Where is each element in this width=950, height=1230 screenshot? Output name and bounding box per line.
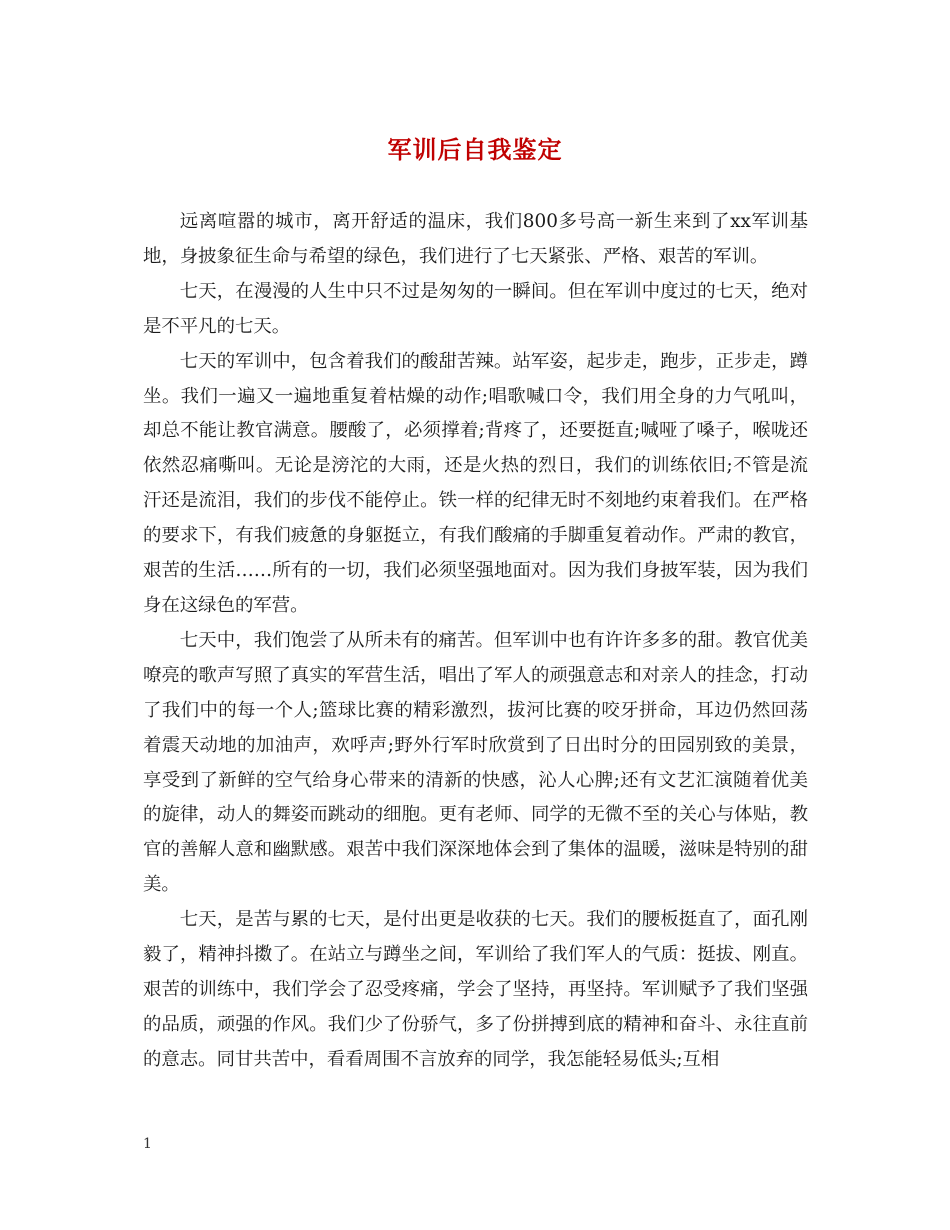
document-title: 军训后自我鉴定 [387, 135, 563, 164]
paragraph-5: 七天，是苦与累的七天，是付出更是收获的七天。我们的腰板挺直了，面孔刚毅了，精神抖擞了。在站立与蹲坐之间，军训给了我们军人的气质：挺拔、刚直。艰苦的训练中，我们学会了忍受疼痛，学会了坚持，再坚持。军训赋予了我们坚强的品质，顽强的作风。我们少了份骄气，多了份拼搏到底的精神和奋斗、永往直前的意志。同甘共苦中，看看周围不言放弃的同学，我怎能轻易低头;互相 [143, 909, 808, 1070]
paragraph-4: 七天中，我们饱尝了从所未有的痛苦。但军训中也有许许多多的甜。教官优美嘹亮的歌声写照了真实的军营生活，唱出了军人的顽强意志和对亲人的挂念，打动了我们中的每一个人;篮球比赛的精彩激烈，拔河比赛的咬牙拼命，耳边仍然回荡着震天动地的加油声，欢呼声;野外行军时欣赏到了日出时分的田园别致的美景，享受到了新鲜的空气给身心带来的清新的快感，沁人心脾;还有文艺汇演随着优美的旋律，动人的舞姿而跳动的细胞。更有老师、同学的无微不至的关心与体贴，教官的善解人意和幽默感。艰苦中我们深深地体会到了集体的温暖，滋味是特别的甜美。 [143, 629, 808, 896]
paragraph-2: 七天，在漫漫的人生中只不过是匆匆的一瞬间。但在军训中度过的七天，绝对是不平凡的七天。 [143, 280, 808, 337]
page-number: 1 [143, 1136, 152, 1152]
paragraph-1: 远离喧嚣的城市，离开舒适的温床，我们800多号高一新生来到了xx军训基地，身披象征生命与希望的绿色，我们进行了七天紧张、严格、艰苦的军训。 [143, 211, 808, 267]
document-body [143, 205, 808, 1078]
paragraph-3: 七天的军训中，包含着我们的酸甜苦辣。站军姿，起步走，跑步，正步走，蹲坐。我们一遍又一遍地重复着枯燥的动作;唱歌喊口令，我们用全身的力气吼叫，却总不能让教官满意。腰酸了，必须撑着;背疼了，还要挺直;喊哑了嗓子，喉咙还依然忍痛嘶叫。无论是滂沱的大雨，还是火热的烈日，我们的训练依旧;不管是流汗还是流泪，我们的步伐不能停止。铁一样的纪律无时不刻地约束着我们。在严格的要求下，有我们疲惫的身躯挺立，有我们酸痛的手脚重复着动作。严肃的教官，艰苦的生活……所有的一切，我们必须坚强地面对。因为我们身披军装，因为我们身在这绿色的军营。 [143, 350, 808, 616]
